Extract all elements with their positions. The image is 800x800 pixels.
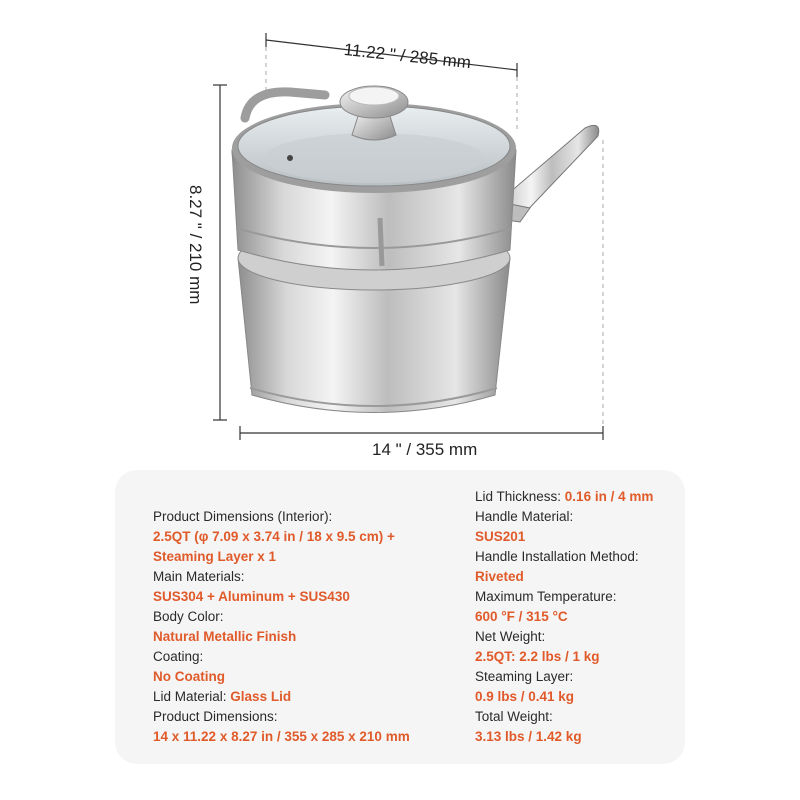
spec-line — [475, 487, 685, 507]
spec-value: Steaming Layer x 1 — [153, 549, 277, 564]
spec-value: Glass Lid — [230, 689, 292, 704]
spec-value: 2.5QT: 2.2 lbs / 1 kg — [475, 649, 600, 664]
spec-line — [153, 627, 443, 647]
spec-line — [475, 647, 685, 667]
spec-line — [153, 527, 443, 547]
spec-value: 600 °F / 315 °C — [475, 609, 568, 624]
spec-line — [153, 687, 443, 707]
spec-line — [153, 507, 443, 527]
spec-label: Handle Material: — [475, 509, 574, 524]
spec-value: 0.16 in / 4 mm — [564, 489, 654, 504]
length-dimension-label: 14 " / 355 mm — [372, 440, 478, 459]
height-dimension-label: 8.27 " / 210 mm — [186, 185, 205, 305]
spec-line — [475, 667, 685, 687]
specifications-card — [115, 470, 685, 764]
spec-line — [475, 527, 685, 547]
spec-line — [475, 687, 685, 707]
spec-value: 14 x 11.22 x 8.27 in / 355 x 285 x 210 mm — [153, 729, 410, 744]
spec-label: Net Weight: — [475, 629, 546, 644]
specs-right-column — [475, 487, 685, 747]
spec-line — [475, 567, 685, 587]
spec-value: 0.9 lbs / 0.41 kg — [475, 689, 575, 704]
spec-value: 3.13 lbs / 1.42 kg — [475, 729, 582, 744]
spec-line — [153, 607, 443, 627]
spec-line — [475, 707, 685, 727]
spec-label: Steaming Layer: — [475, 669, 574, 684]
spec-value: No Coating — [153, 669, 225, 684]
spec-line — [153, 707, 443, 727]
spec-label: Lid Material: — [153, 689, 231, 704]
spec-label: Body Color: — [153, 609, 224, 624]
spec-line — [475, 627, 685, 647]
spec-line — [475, 547, 685, 567]
spec-line — [153, 567, 443, 587]
spec-label: Product Dimensions: — [153, 709, 278, 724]
spec-label: Coating: — [153, 649, 204, 664]
spec-line — [153, 667, 443, 687]
spec-line — [153, 547, 443, 567]
spec-value: Natural Metallic Finish — [153, 629, 297, 644]
spec-line — [475, 607, 685, 627]
spec-value: SUS201 — [475, 529, 526, 544]
spec-line — [153, 587, 443, 607]
spec-label: Handle Installation Method: — [475, 549, 639, 564]
spec-label: Product Dimensions (Interior): — [153, 509, 333, 524]
spec-label: Total Weight: — [475, 709, 553, 724]
spec-label: Maximum Temperature: — [475, 589, 617, 604]
spec-line — [475, 727, 685, 747]
spec-value: 2.5QT (φ 7.09 x 3.74 in / 18 x 9.5 cm) + — [153, 529, 395, 544]
spec-line — [153, 727, 443, 747]
spec-value: SUS304 + Aluminum + SUS430 — [153, 589, 350, 604]
spec-line — [475, 507, 685, 527]
spec-label: Main Materials: — [153, 569, 245, 584]
spec-line — [153, 647, 443, 667]
specs-left-column — [153, 507, 443, 747]
spec-value: Riveted — [475, 569, 524, 584]
spec-label: Lid Thickness: — [475, 489, 565, 504]
width-dimension-label: 11.22 " / 285 mm — [343, 40, 472, 73]
spec-line — [475, 587, 685, 607]
